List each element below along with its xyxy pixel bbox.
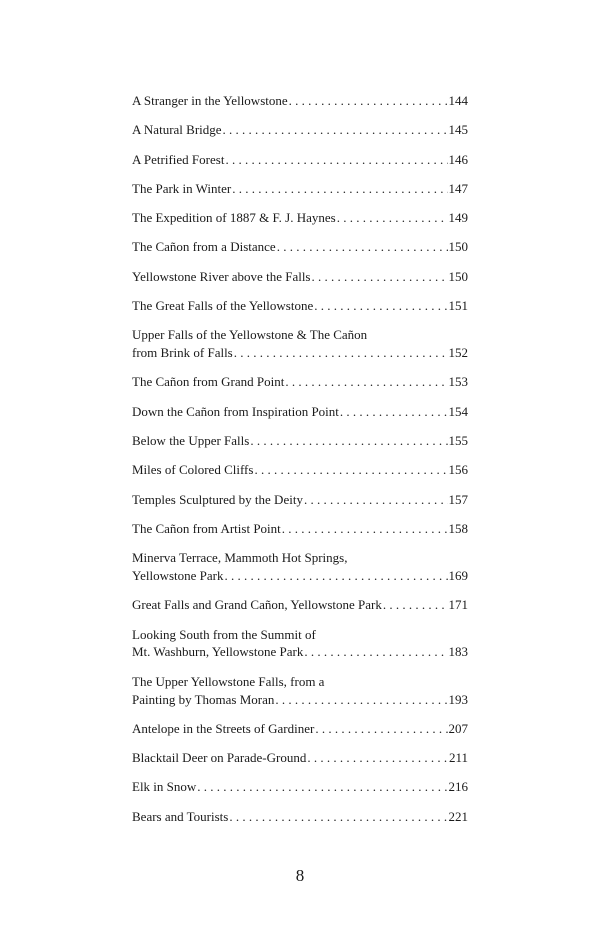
toc-entry: [132, 749, 468, 767]
toc-entry: [132, 326, 468, 362]
entry-line: [132, 373, 468, 391]
dot-leader: [337, 209, 448, 227]
toc-entry: [132, 92, 468, 110]
entry-title: Yellowstone River above the Falls: [132, 268, 311, 284]
dot-leader: [383, 596, 448, 614]
entry-line: [132, 461, 468, 479]
entry-line: [132, 491, 468, 509]
entry-title: Yellowstone Park: [132, 568, 224, 584]
toc-entry: [132, 432, 468, 450]
entry-title: Great Falls and Grand Cañon, Yellowstone Park: [132, 597, 382, 613]
entry-title: Elk in Snow: [132, 779, 197, 795]
dot-leader: [304, 491, 448, 509]
entry-page-number: 211: [448, 750, 468, 766]
entry-line: [132, 268, 468, 286]
entry-title: Blacktail Deer on Parade-Ground: [132, 750, 307, 766]
entry-page-number: 154: [448, 403, 468, 419]
entry-title-line: Upper Falls of the Yellowstone & The Cañon: [132, 327, 368, 343]
entry-line: [132, 209, 468, 227]
entry-title: A Stranger in the Yellowstone: [132, 93, 288, 108]
dot-leader: [277, 238, 448, 256]
dot-leader: [312, 268, 448, 286]
entry-line: [132, 432, 468, 450]
entry-title: The Cañon from a Distance: [132, 239, 276, 255]
dot-leader: [232, 180, 447, 198]
dot-leader: [229, 808, 447, 826]
dot-leader: [225, 151, 447, 169]
entry-page-number: 158: [448, 520, 468, 536]
entry-line: [132, 403, 468, 421]
entry-title: A Petrified Forest: [132, 151, 225, 167]
toc-entry: [132, 720, 468, 738]
dot-leader: [282, 520, 448, 538]
entry-page-number: 152: [448, 345, 468, 361]
entry-title: Miles of Colored Cliffs: [132, 462, 254, 478]
entry-page-number: 216: [448, 779, 468, 795]
toc-entry: [132, 373, 468, 391]
entry-page-number: 147: [448, 180, 468, 196]
dot-leader: [315, 720, 447, 738]
entry-title: The Cañon from Grand Point: [132, 374, 285, 390]
entry-title-line: The Upper Yellowstone Falls, from a: [132, 673, 325, 689]
toc-entry: [132, 238, 468, 256]
entry-title: The Expedition of 1887 & F. J. Haynes: [132, 210, 336, 226]
entry-line: [132, 344, 468, 362]
entry-title: Below the Upper Falls: [132, 433, 250, 449]
toc-entry: [132, 209, 468, 227]
dot-leader: [340, 403, 448, 421]
toc-entry: [132, 151, 468, 169]
entry-title: from Brink of Falls: [132, 345, 233, 361]
entry-page-number: 151: [448, 298, 468, 314]
entry-title: The Park in Winter: [132, 180, 232, 196]
dot-leader: [275, 691, 447, 709]
entry-page-number: 169: [448, 568, 468, 584]
entry-line: [132, 121, 468, 139]
entry-title: The Cañon from Artist Point: [132, 520, 281, 536]
dot-leader: [225, 567, 448, 585]
entry-page-number: 149: [448, 210, 468, 226]
toc-entry: [132, 180, 468, 198]
toc-entry: [132, 403, 468, 421]
entry-line: [132, 808, 468, 826]
toc-entry: [132, 626, 468, 662]
toc-entry: [132, 520, 468, 538]
entry-title: Bears and Tourists: [132, 808, 229, 824]
entry-title: Temples Sculptured by the Deity: [132, 491, 303, 507]
entry-page-number: 150: [448, 239, 468, 255]
entry-line: [132, 151, 468, 169]
entry-page-number: 193: [448, 691, 468, 707]
entry-page-number: 157: [448, 491, 468, 507]
entry-title: A Natural Bridge: [132, 122, 222, 138]
toc-entry: [132, 461, 468, 479]
entry-page-number: 156: [448, 462, 468, 478]
toc-entry: [132, 297, 468, 315]
entry-page-number: 153: [448, 374, 468, 390]
entry-line: [132, 720, 468, 738]
dot-leader: [223, 121, 448, 139]
dot-leader: [307, 749, 448, 767]
entry-page-number: 183: [448, 644, 468, 660]
entry-page-number: 145: [448, 122, 468, 138]
entry-page-number: 221: [448, 808, 468, 824]
toc-entry: [132, 268, 468, 286]
entry-title: The Great Falls of the Yellowstone: [132, 298, 314, 314]
entry-title-line: Minerva Terrace, Mammoth Hot Springs,: [132, 550, 348, 566]
entry-page-number: 150: [448, 268, 468, 284]
toc-entry: [132, 808, 468, 826]
entry-page-number: 144: [448, 93, 468, 108]
dot-leader: [289, 92, 448, 110]
entry-title: Down the Cañon from Inspiration Point: [132, 403, 339, 419]
entry-line: [132, 691, 468, 709]
entry-line: [132, 778, 468, 796]
table-of-contents: [132, 92, 468, 837]
entry-line: [132, 596, 468, 614]
entry-page-number: 146: [448, 151, 468, 167]
toc-entry: [132, 491, 468, 509]
entry-title: Mt. Washburn, Yellowstone Park: [132, 644, 304, 660]
dot-leader: [234, 344, 448, 362]
entry-line: [132, 567, 468, 585]
entry-line: [132, 297, 468, 315]
dot-leader: [304, 643, 447, 661]
entry-line: [132, 749, 468, 767]
entry-title: Painting by Thomas Moran: [132, 691, 275, 707]
dot-leader: [285, 373, 447, 391]
dot-leader: [314, 297, 447, 315]
page-number: 8: [295, 866, 305, 885]
dot-leader: [254, 461, 447, 479]
entry-line: [132, 520, 468, 538]
toc-entry: [132, 596, 468, 614]
entry-line: [132, 238, 468, 256]
entry-line: [132, 92, 468, 110]
entry-title: Antelope in the Streets of Gardiner: [132, 720, 315, 736]
entry-title-line: Looking South from the Summit of: [132, 626, 316, 642]
toc-entry: [132, 121, 468, 139]
entry-page-number: 171: [448, 597, 468, 613]
entry-page-number: 207: [448, 720, 468, 736]
toc-entry: [132, 549, 468, 585]
toc-entry: [132, 673, 468, 709]
toc-entry: [132, 778, 468, 796]
dot-leader: [250, 432, 447, 450]
dot-leader: [197, 778, 447, 796]
entry-page-number: 155: [448, 433, 468, 449]
entry-line: [132, 643, 468, 661]
entry-line: [132, 180, 468, 198]
